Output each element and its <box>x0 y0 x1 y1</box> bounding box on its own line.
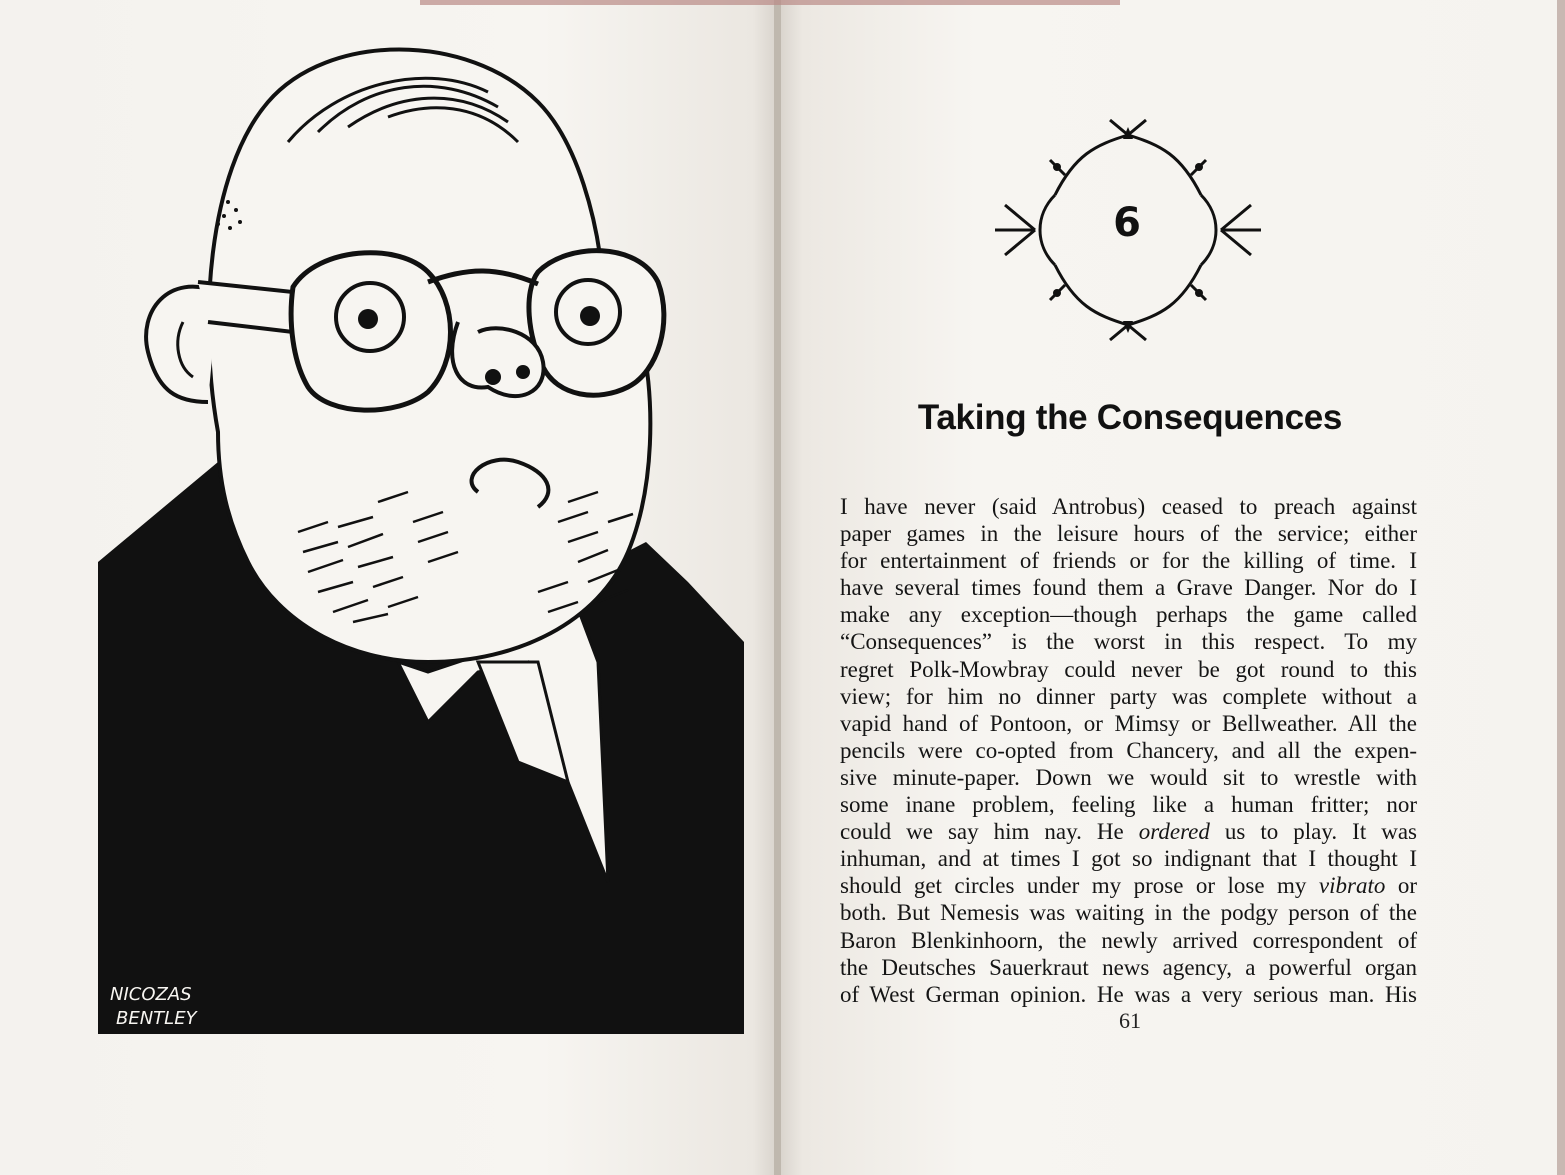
body-line: the Deutsches Sauerkraut news agency, a powerful organ <box>840 954 1417 980</box>
caricature-man-glasses-beard-icon <box>98 22 744 1034</box>
body-line: inhuman, and at times I got so indignant that I thought I <box>840 846 1417 872</box>
body-line: “Consequences” is the worst in this respect. To my <box>840 629 1417 655</box>
body-line: sive minute-paper. Down we would sit to wrestle with <box>840 764 1417 790</box>
body-line: pencils were co-opted from Chancery, and all the expen- <box>840 737 1417 763</box>
body-line: I have never (said Antrobus) ceased to preach against <box>840 494 1417 519</box>
book-gutter <box>774 0 781 1175</box>
body-line: could we say him nay. He ordered us to play. It was <box>840 819 1418 845</box>
body-line: should get circles under my prose or lose my vibrato or <box>840 873 1417 899</box>
svg-text:BENTLEY: BENTLEY <box>116 1008 197 1029</box>
body-line: view; for him no dinner party was complete without a <box>840 683 1417 709</box>
page-edge <box>1557 0 1565 1175</box>
chapter-number: 6 <box>1113 200 1141 246</box>
body-line: paper games in the leisure hours of the service; either <box>840 521 1417 547</box>
italic-word: vibrato <box>1318 873 1386 899</box>
page-number: 61 <box>1119 1008 1141 1033</box>
chapter-title: Taking the Consequences <box>917 398 1343 437</box>
body-line: Baron Blenkinhoorn, the newly arrived correspondent of <box>840 927 1417 953</box>
body-line: of West German opinion. He was a very serious man. His <box>840 981 1417 1007</box>
cover-edge <box>420 0 1120 5</box>
body-line: vapid hand of Pontoon, or Mimsy or Bellweather. All the <box>840 710 1417 736</box>
body-line: have several times found them a Grave Danger. Nor do I <box>840 575 1417 601</box>
chapter-body-text <box>840 493 1417 1008</box>
caricature-illustration <box>98 22 744 1034</box>
body-line: regret Polk-Mowbray could never be got round to this <box>840 656 1417 682</box>
body-line: for entertainment of friends or for the killing of time. I <box>840 548 1417 574</box>
italic-word: ordered <box>1138 819 1210 845</box>
body-line: some inane problem, feeling like a human fritter; nor <box>840 792 1417 818</box>
svg-text:NICOZAS: NICOZAS <box>110 984 192 1005</box>
body-line: make any exception—though perhaps the game called <box>840 602 1417 628</box>
body-line: both. But Nemesis was waiting in the podgy person of the <box>840 900 1417 926</box>
